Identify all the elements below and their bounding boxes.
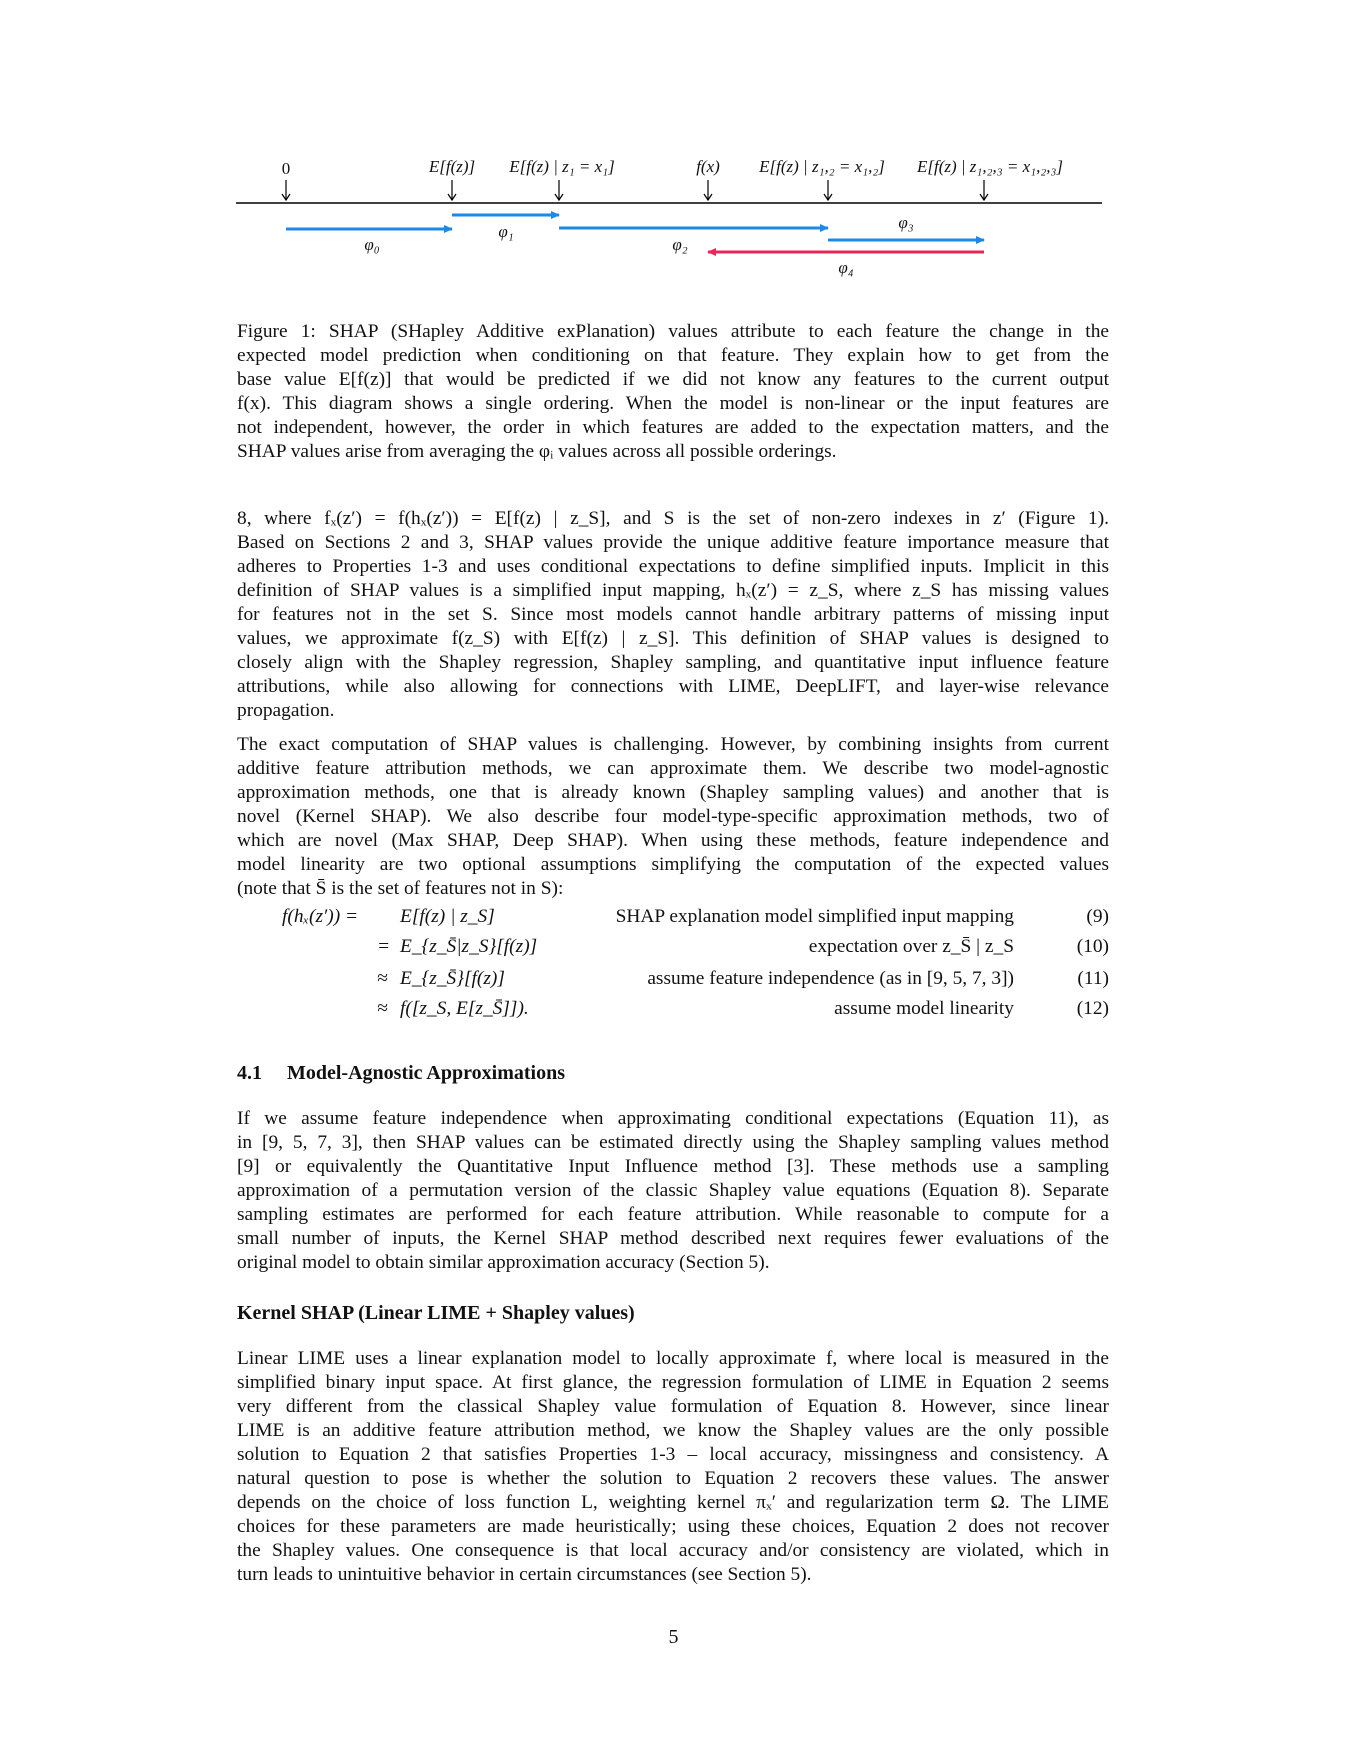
body-paragraph-3 [237,1107,1109,1275]
caption-line: base value E[f(z)] that would be predicted if we did not know any features to the current output [237,369,1109,390]
equation-description: expectation over z_S̄ | z_S [808,936,1014,957]
text-line: in [9, 5, 7, 3], then SHAP values can be estimated directly using the Shapley sampling values method [237,1132,1109,1153]
text-line: closely align with the Shapley regression, Shapley sampling, and quantitative input influence feature [237,652,1109,673]
body-paragraph-1 [237,507,1109,723]
equation-rhs: f([z_S, E[z_S̄]]). [400,998,529,1019]
text-line: definition of SHAP values is a simplified input mapping, hₓ(z′) = z_S, where z_S has missing values [237,580,1109,601]
text-line: [9] or equivalently the Quantitative Input Influence method [3]. These methods use a sampling [237,1156,1109,1177]
text-line: propagation. [237,700,335,721]
text-line: (note that S̄ is the set of features not in S): [237,878,564,899]
caption-line: f(x). This diagram shows a single ordering. When the model is non-linear or the input features are [237,393,1109,414]
text-line: attributions, while also allowing for connections with LIME, DeepLIFT, and layer-wise relevance [237,676,1109,697]
label-zero: 0 [281,159,291,178]
equation-description: SHAP explanation model simplified input mapping [615,906,1014,927]
body-paragraph-4 [237,1347,1109,1587]
text-line: sampling estimates are performed for each feature attribution. While reasonable to compute for a [237,1204,1109,1225]
text-line: original model to obtain similar approximation accuracy (Section 5). [237,1252,770,1273]
text-line: simplified binary input space. At first glance, the regression formulation of LIME in Equation 2 seems [237,1372,1109,1393]
caption-line: SHAP values arise from averaging the φᵢ values across all possible orderings. [237,441,837,462]
label-expected-z1: E[f(z) | z₁ = x₁] [509,157,615,176]
equation-row [237,936,1109,964]
text-line: approximation of a permutation version of the classic Shapley value equations (Equation 8). Separate [237,1180,1109,1201]
equation-lhs: = [377,936,391,957]
equation-rhs: E[f(z) | z_S] [400,906,495,927]
shap-figure [230,150,1120,300]
text-line: Linear LIME uses a linear explanation model to locally approximate f, where local is measured in the [237,1348,1109,1369]
equation-block [237,906,1109,1030]
label-fx: f(x) [696,157,720,176]
text-line: natural question to pose is whether the solution to Equation 2 recovers these values. The answer [237,1468,1109,1489]
caption-line: not independent, however, the order in which features are added to the expectation matters, and the [237,417,1109,438]
page-number: 5 [668,1626,679,1648]
equation-rhs: E_{z_S̄|z_S}[f(z)] [400,936,538,957]
equation-row [237,968,1109,996]
text-line: approximation methods, one that is already known (Shapley sampling values) and another that is [237,782,1109,803]
equation-rhs: E_{z_S̄}[f(z)] [400,968,505,989]
equation-lhs: f(hₓ(z′)) = [282,906,359,927]
phi4-label: φ₄ [838,258,854,277]
text-line: small number of inputs, the Kernel SHAP method described next requires fewer evaluations of the [237,1228,1109,1249]
phi1-label: φ₁ [498,222,514,241]
equation-number: (10) [1076,936,1109,957]
text-line: model linearity are two optional assumptions simplifying the computation of the expected values [237,854,1109,875]
text-line: very different from the classical Shapley value formulation of Equation 8. However, since linear [237,1396,1109,1417]
figure-caption [237,320,1109,464]
shap-diagram [230,150,1120,300]
equation-number: (9) [1086,906,1109,927]
section-title: Model-Agnostic Approximations [287,1062,565,1084]
label-expected-z12: E[f(z) | z₁,₂ = x₁,₂] [759,157,885,176]
text-line: choices for these parameters are made heuristically; using these choices, Equation 2 does not recover [237,1516,1109,1537]
equation-number: (11) [1077,968,1109,989]
text-line: additive feature attribution methods, we can approximate them. We describe two model-agnostic [237,758,1109,779]
caption-line: expected model prediction when conditioning on that feature. They explain how to get from the [237,345,1109,366]
equation-lhs: ≈ [377,968,388,989]
equation-description: assume model linearity [834,998,1014,1019]
text-line: LIME is an additive feature attribution method, we know the Shapley values are the only possible [237,1420,1109,1441]
text-line: novel (Kernel SHAP). We also describe four model-type-specific approximation methods, two of [237,806,1109,827]
text-line: turn leads to unintuitive behavior in certain circumstances (see Section 5). [237,1564,812,1585]
body-paragraph-2 [237,733,1109,901]
section-number: 4.1 [237,1062,262,1084]
text-line: adheres to Properties 1-3 and uses conditional expectations to define simplified inputs. Implicit in this [237,556,1109,577]
equation-description: assume feature independence (as in [9, 5, 7, 3]) [647,968,1014,989]
text-line: for features not in the set S. Since most models cannot handle arbitrary patterns of missing input [237,604,1109,625]
label-expected-base: E[f(z)] [428,157,476,176]
text-line: values, we approximate f(z_S) with E[f(z) | z_S]. This definition of SHAP values is designed to [237,628,1109,649]
text-line: solution to Equation 2 that satisfies Properties 1-3 – local accuracy, missingness and consistency. A [237,1444,1109,1465]
text-line: 8, where fₓ(z′) = f(hₓ(z′)) = E[f(z) | z_S], and S is the set of non-zero indexes in z′ (Figure 1). [237,508,1109,529]
label-expected-z123: E[f(z) | z₁,₂,₃ = x₁,₂,₃] [916,157,1064,176]
equation-row [237,998,1109,1026]
equation-number: (12) [1076,998,1109,1019]
phi3-label: φ₃ [898,213,914,232]
text-line: If we assume feature independence when approximating conditional expectations (Equation 11), as [237,1108,1109,1129]
text-line: depends on the choice of loss function L, weighting kernel πₓ′ and regularization term Ω. The LIME [237,1492,1109,1513]
text-line: the Shapley values. One consequence is that local accuracy and/or consistency are violated, which in [237,1540,1109,1561]
phi0-label: φ₀ [364,235,380,254]
equation-lhs: ≈ [377,998,388,1019]
section-heading [237,1062,565,1085]
text-line: Based on Sections 2 and 3, SHAP values provide the unique additive feature importance measure that [237,532,1109,553]
text-line: which are novel (Max SHAP, Deep SHAP). When using these methods, feature independence and [237,830,1109,851]
phi2-label: φ₂ [672,235,688,254]
text-line: The exact computation of SHAP values is challenging. However, by combining insights from current [237,734,1109,755]
subsection-heading: Kernel SHAP (Linear LIME + Shapley values) [237,1302,635,1324]
caption-line: Figure 1: SHAP (SHapley Additive exPlanation) values attribute to each feature the change in the [237,321,1109,342]
equation-row [237,906,1109,934]
